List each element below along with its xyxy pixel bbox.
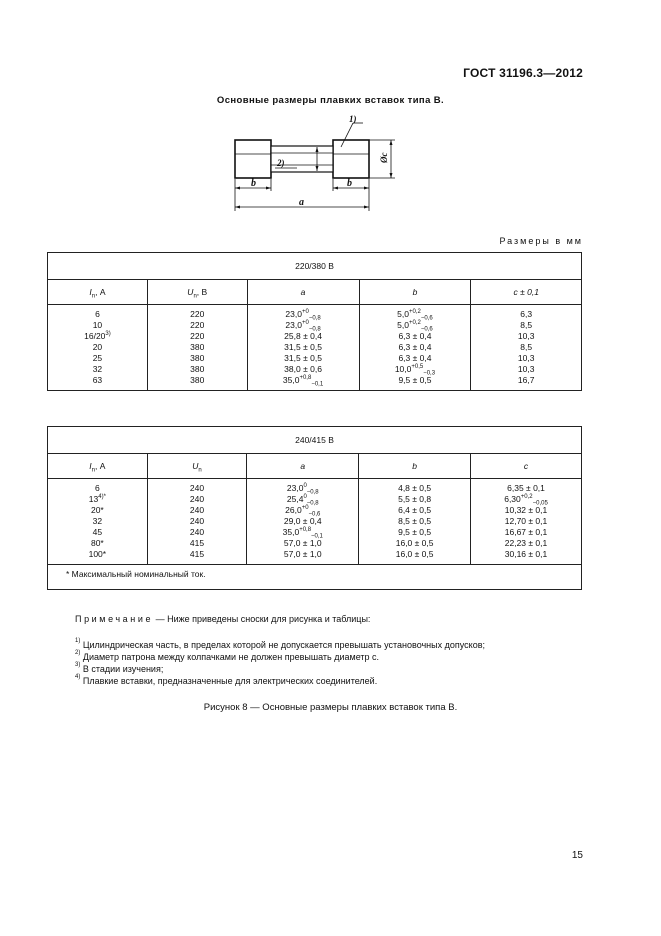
units-note: Размеры в мм: [499, 236, 583, 246]
dim-c: Øc: [379, 152, 389, 163]
table-cell: 8,5: [520, 320, 533, 330]
col-a: a: [247, 454, 359, 479]
table-cell: 4,8 ± 0,5: [398, 483, 432, 493]
table-cell: 6: [94, 483, 100, 493]
table-cell: 380: [190, 342, 205, 352]
table-cell: 45: [92, 527, 103, 537]
figure-caption: Рисунок 8 — Основные размеры плавких вставок типа В.: [203, 702, 458, 713]
col-a: a: [247, 280, 359, 305]
standard-number: ГОСТ 31196.3—2012: [463, 66, 583, 80]
table-cell: 5,5 ± 0,8: [398, 494, 432, 504]
table-cell: 20: [92, 342, 103, 352]
table-cell: 240: [189, 505, 205, 515]
table-cell: $26,0^{+0}_{-0,6}$: [285, 505, 321, 518]
table-cell: 415: [189, 538, 205, 548]
table-cell: 30,16 ± 0,1: [504, 549, 548, 559]
footnote-2: $^{2)}$ Диаметр патрона между колпачками не должен превышать диаметр c.: [75, 650, 380, 662]
table-cell: 6,3: [520, 309, 533, 319]
table-cell: 240: [189, 483, 205, 493]
dim-a: a: [299, 197, 304, 208]
col-c: c ± 0,1: [471, 280, 582, 305]
table-cell: 240: [189, 494, 205, 504]
cells-b: [359, 305, 471, 391]
table-cell: 380: [190, 353, 205, 363]
table-cell: $6,30^{+0,2}_{-0,05}$: [504, 494, 548, 507]
table-cell: 10,3: [517, 353, 535, 363]
footnote-3: $^{3)}$ В стадии изучения;: [75, 662, 164, 674]
table-cell: 10,3: [517, 364, 535, 374]
table-cell: 10,32 ± 0,1: [504, 505, 548, 515]
col-c: c: [471, 454, 582, 479]
cells-voltage: [147, 305, 247, 391]
table-cell: 29,0 ± 0,4: [283, 516, 322, 526]
table-cell: 10: [92, 320, 103, 330]
table-cell: 220: [190, 331, 205, 341]
col-b: b: [359, 454, 471, 479]
table-cell: 6,35 ± 0,1: [507, 483, 545, 493]
cells-a: [247, 479, 359, 565]
cells-c: [471, 305, 582, 391]
table-cell: 25: [92, 353, 103, 363]
table-cell: 220: [190, 309, 205, 319]
table-cell: 9,5 ± 0,5: [398, 375, 432, 385]
page-number: 15: [571, 850, 583, 861]
table-cell: $5,0^{+0,2}_{-0,6}$: [397, 320, 433, 333]
table-cell: 22,23 ± 0,1: [504, 538, 548, 548]
fuse-drawing: [225, 113, 400, 213]
note: Примечание — Ниже приведены сноски для рисунка и таблицы:: [75, 614, 371, 624]
table-cell: 10,3: [517, 331, 535, 341]
note-2-marker: 2): [277, 158, 285, 168]
table-220-380: [47, 252, 582, 391]
table-cell: 220: [190, 320, 205, 330]
table-cell: $23,0^0_{-0,8}$: [286, 483, 319, 496]
table-cell: 6,3 ± 0,4: [398, 331, 432, 341]
table-cell: 6,4 ± 0,5: [398, 505, 432, 515]
table-cell: $23,0^{+0}_{-0,8}$: [285, 320, 321, 333]
group-header: 220/380 В: [48, 253, 582, 280]
table-cell: $13^{4)*}$: [88, 494, 106, 504]
table-cell: 6,3 ± 0,4: [398, 353, 432, 363]
table-cell: 31,5 ± 0,5: [284, 342, 322, 352]
table-cell: $25,4^0_{-0,8}$: [286, 494, 319, 507]
col-current: $I_n$, А: [48, 280, 148, 305]
table-cell: 57,0 ± 1,0: [283, 549, 322, 559]
cells-a: [247, 305, 359, 391]
cells-current: [48, 305, 148, 391]
dim-b-left: b: [251, 178, 256, 189]
table-cell: 57,0 ± 1,0: [283, 538, 322, 548]
table-cell: $35,0^{+0,8}_{-0,1}$: [282, 527, 323, 540]
table-cell: 6,3 ± 0,4: [398, 342, 432, 352]
table-cell: 32: [92, 516, 103, 526]
note-1-marker: 1): [349, 114, 357, 124]
table-cell: 16,0 ± 0,5: [395, 538, 434, 548]
table-cell: 16,0 ± 0,5: [395, 549, 434, 559]
table-cell: 31,5 ± 0,5: [284, 353, 322, 363]
table-cell: 6: [95, 309, 100, 319]
table-cell: 80*: [90, 538, 104, 548]
table-cell: 16,7: [517, 375, 535, 385]
col-current: $I_n$, А: [48, 454, 148, 479]
table-240-415: [47, 426, 582, 590]
table-cell: 32: [92, 364, 103, 374]
table-cell: 16/20$^{3)}$: [84, 331, 111, 341]
table-cell: $35,0^{+0,8}_{-0,1}$: [282, 375, 324, 388]
table-cell: 100*: [88, 549, 107, 559]
footnote-1: $^{1)}$ Цилиндрическая часть, в пределах которой не допускается превышать установочных допусков;: [75, 638, 485, 650]
cells-current: [48, 479, 148, 565]
group-header: 240/415 В: [48, 427, 582, 454]
cells-voltage: [147, 479, 247, 565]
left-cap: [235, 140, 271, 178]
table-cell: 240: [189, 516, 205, 526]
dim-b-right: b: [347, 178, 352, 189]
table-footnote: * Максимальный номинальный ток.: [48, 565, 582, 590]
table-cell: 25,8 ± 0,4: [284, 331, 322, 341]
table-cell: 38,0 ± 0,6: [284, 364, 322, 374]
table-cell: 12,70 ± 0,1: [504, 516, 548, 526]
table-cell: 380: [190, 364, 205, 374]
table-cell: $10,0^{+0,5}_{-0,3}$: [394, 364, 436, 377]
cells-c: [471, 479, 582, 565]
col-voltage: $U_n$: [147, 454, 247, 479]
table-cell: $5,0^{+0,2}_{-0,6}$: [397, 309, 433, 322]
figure-title: Основные размеры плавких вставок типа В.: [216, 95, 445, 106]
table-cell: 20*: [90, 505, 104, 515]
table-cell: $23,0^{+0}_{-0,8}$: [285, 309, 321, 322]
cells-b: [359, 479, 471, 565]
table-cell: 63: [92, 375, 103, 385]
col-voltage: $U_n$, В: [147, 280, 247, 305]
table-cell: 8,5: [520, 342, 533, 352]
table-cell: 415: [189, 549, 205, 559]
col-b: b: [359, 280, 471, 305]
footnote-4: $^{4)}$ Плавкие вставки, предназначенные для электрических соединителей.: [75, 674, 378, 686]
table-cell: 240: [189, 527, 205, 537]
table-cell: 380: [190, 375, 205, 385]
table-cell: 16,67 ± 0,1: [504, 527, 548, 537]
table-cell: 9,5 ± 0,5: [398, 527, 432, 537]
table-cell: 8,5 ± 0,5: [398, 516, 432, 526]
right-cap: [333, 140, 369, 178]
